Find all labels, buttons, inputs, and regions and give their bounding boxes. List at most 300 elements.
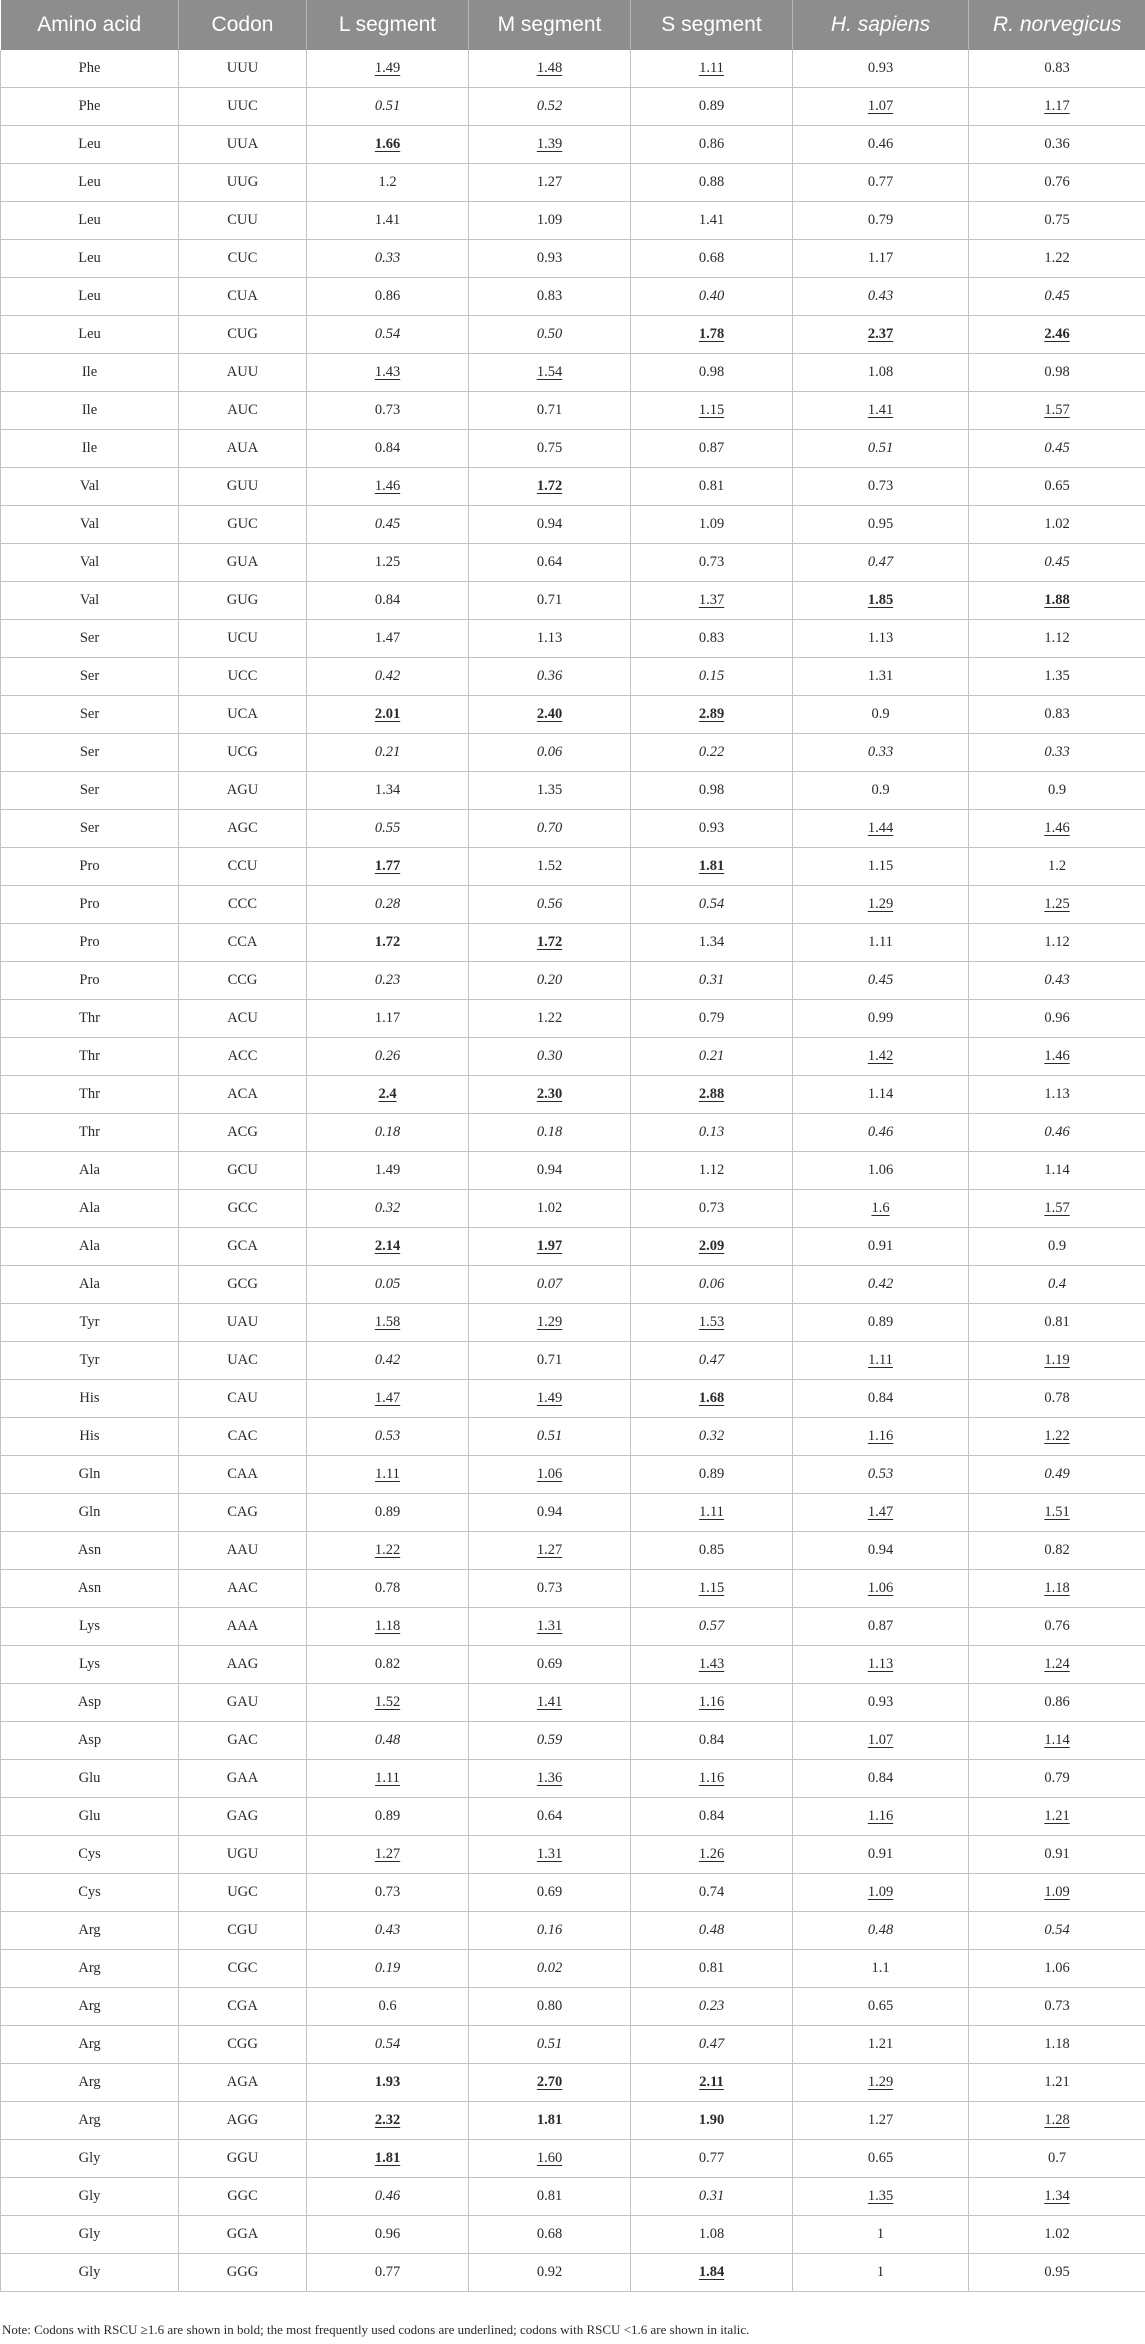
cell-codon: ACA xyxy=(179,1076,307,1114)
cell-r-norvegicus xyxy=(969,1988,1145,2026)
rscu-value: 2.88 xyxy=(698,1086,725,1102)
rscu-value: 1.21 xyxy=(1044,2074,1070,2090)
rscu-value: 1.19 xyxy=(1044,1352,1070,1368)
table-row xyxy=(1,468,1145,506)
cell-r-norvegicus xyxy=(969,392,1145,430)
rscu-value: 1.37 xyxy=(698,592,725,608)
table-row xyxy=(1,1076,1145,1114)
rscu-value: 1.36 xyxy=(536,1770,563,1786)
cell-m-segment xyxy=(469,468,631,506)
rscu-value: 0.48 xyxy=(698,1922,725,1938)
rscu-value: 1.42 xyxy=(867,1048,894,1064)
rscu-value: 1.16 xyxy=(698,1694,725,1710)
cell-l-segment xyxy=(307,1038,469,1076)
table-row xyxy=(1,316,1145,354)
table-row xyxy=(1,2064,1145,2102)
rscu-value: 1.16 xyxy=(867,1808,894,1824)
rscu-value: 0.84 xyxy=(867,1770,894,1786)
rscu-value: 0.43 xyxy=(1044,972,1070,988)
cell-amino-acid: Val xyxy=(1,506,179,544)
rscu-value: 0.71 xyxy=(536,402,563,418)
rscu-value: 1.81 xyxy=(374,2150,401,2166)
rscu-value: 0.81 xyxy=(698,1960,725,1976)
rscu-value: 0.85 xyxy=(698,1542,725,1558)
rscu-value: 0.64 xyxy=(536,1808,563,1824)
rscu-value: 0.21 xyxy=(698,1048,725,1064)
cell-m-segment xyxy=(469,430,631,468)
cell-amino-acid: Val xyxy=(1,582,179,620)
cell-h-sapiens xyxy=(793,1456,969,1494)
cell-h-sapiens xyxy=(793,772,969,810)
cell-h-sapiens xyxy=(793,316,969,354)
cell-l-segment xyxy=(307,848,469,886)
table-row xyxy=(1,1608,1145,1646)
rscu-value: 1.46 xyxy=(1044,820,1070,836)
cell-codon: CUA xyxy=(179,278,307,316)
rscu-value: 0.87 xyxy=(867,1618,894,1634)
cell-h-sapiens xyxy=(793,1722,969,1760)
cell-l-segment xyxy=(307,1114,469,1152)
cell-h-sapiens xyxy=(793,2216,969,2254)
cell-m-segment xyxy=(469,886,631,924)
cell-amino-acid: Arg xyxy=(1,1912,179,1950)
cell-r-norvegicus xyxy=(969,430,1145,468)
cell-l-segment xyxy=(307,50,469,88)
cell-amino-acid: Arg xyxy=(1,1950,179,1988)
table-row xyxy=(1,2254,1145,2292)
cell-codon: GCA xyxy=(179,1228,307,1266)
cell-codon: GAU xyxy=(179,1684,307,1722)
rscu-value: 0.18 xyxy=(536,1124,563,1140)
cell-m-segment xyxy=(469,50,631,88)
cell-s-segment xyxy=(631,848,793,886)
cell-amino-acid: Leu xyxy=(1,240,179,278)
cell-l-segment xyxy=(307,886,469,924)
cell-s-segment xyxy=(631,202,793,240)
cell-amino-acid: Ser xyxy=(1,772,179,810)
cell-amino-acid: His xyxy=(1,1418,179,1456)
rscu-value: 1 xyxy=(876,2226,885,2242)
table-row xyxy=(1,88,1145,126)
cell-m-segment xyxy=(469,696,631,734)
rscu-value: 0.86 xyxy=(1044,1694,1070,1710)
table-row xyxy=(1,1038,1145,1076)
cell-l-segment xyxy=(307,1684,469,1722)
rscu-value: 0.91 xyxy=(1044,1846,1070,1862)
rscu-value: 0.45 xyxy=(1044,440,1070,456)
cell-s-segment xyxy=(631,1684,793,1722)
cell-codon: CAU xyxy=(179,1380,307,1418)
rscu-value: 0.51 xyxy=(867,440,894,456)
cell-s-segment xyxy=(631,1304,793,1342)
cell-codon: CCU xyxy=(179,848,307,886)
rscu-value: 0.65 xyxy=(867,2150,894,2166)
cell-codon: CGA xyxy=(179,1988,307,2026)
cell-l-segment xyxy=(307,2064,469,2102)
cell-codon: CGC xyxy=(179,1950,307,1988)
cell-h-sapiens xyxy=(793,392,969,430)
cell-l-segment xyxy=(307,2140,469,2178)
rscu-value: 0.46 xyxy=(867,136,894,152)
cell-s-segment xyxy=(631,354,793,392)
rscu-value: 0.89 xyxy=(374,1808,401,1824)
rscu-value: 0.45 xyxy=(867,972,894,988)
cell-m-segment xyxy=(469,392,631,430)
header-m-segment: M segment xyxy=(469,0,631,50)
cell-amino-acid: Gln xyxy=(1,1456,179,1494)
cell-m-segment xyxy=(469,582,631,620)
cell-m-segment xyxy=(469,316,631,354)
rscu-value: 1.06 xyxy=(867,1580,894,1596)
rscu-value: 1.11 xyxy=(868,1352,893,1368)
cell-s-segment xyxy=(631,1798,793,1836)
table-row xyxy=(1,2140,1145,2178)
rscu-value: 1.47 xyxy=(867,1504,894,1520)
cell-m-segment xyxy=(469,1912,631,1950)
rscu-value: 1.12 xyxy=(1044,934,1070,950)
cell-amino-acid: Asn xyxy=(1,1532,179,1570)
cell-s-segment xyxy=(631,1038,793,1076)
table-row xyxy=(1,392,1145,430)
cell-amino-acid: Pro xyxy=(1,886,179,924)
cell-r-norvegicus xyxy=(969,1456,1145,1494)
rscu-value: 2.11 xyxy=(699,2074,724,2090)
cell-l-segment xyxy=(307,2102,469,2140)
cell-r-norvegicus xyxy=(969,1684,1145,1722)
cell-amino-acid: Glu xyxy=(1,1760,179,1798)
cell-s-segment xyxy=(631,2178,793,2216)
rscu-value: 0.83 xyxy=(698,630,725,646)
rscu-value: 0.22 xyxy=(698,744,725,760)
cell-codon: GCC xyxy=(179,1190,307,1228)
cell-m-segment xyxy=(469,1114,631,1152)
cell-amino-acid: Asn xyxy=(1,1570,179,1608)
rscu-value: 1.17 xyxy=(374,1010,401,1026)
cell-s-segment xyxy=(631,1988,793,2026)
rscu-value: 0.73 xyxy=(698,1200,725,1216)
rscu-value: 1.85 xyxy=(867,592,894,608)
rscu-value: 1.16 xyxy=(698,1770,725,1786)
cell-m-segment xyxy=(469,1000,631,1038)
cell-h-sapiens xyxy=(793,2178,969,2216)
cell-l-segment xyxy=(307,1760,469,1798)
cell-s-segment xyxy=(631,1532,793,1570)
rscu-value: 0.82 xyxy=(1044,1542,1070,1558)
cell-amino-acid: Tyr xyxy=(1,1342,179,1380)
rscu-value: 0.78 xyxy=(1044,1390,1070,1406)
cell-r-norvegicus xyxy=(969,1494,1145,1532)
cell-m-segment xyxy=(469,240,631,278)
cell-amino-acid: Arg xyxy=(1,1988,179,2026)
rscu-value: 0.89 xyxy=(374,1504,401,1520)
cell-m-segment xyxy=(469,924,631,962)
cell-r-norvegicus xyxy=(969,924,1145,962)
cell-s-segment xyxy=(631,734,793,772)
rscu-value: 1.51 xyxy=(1044,1504,1070,1520)
cell-r-norvegicus xyxy=(969,2254,1145,2292)
table-row xyxy=(1,1494,1145,1532)
cell-l-segment xyxy=(307,620,469,658)
cell-r-norvegicus xyxy=(969,696,1145,734)
cell-s-segment xyxy=(631,1760,793,1798)
rscu-value: 2.89 xyxy=(698,706,725,722)
rscu-value: 0.93 xyxy=(698,820,725,836)
rscu-value: 0.81 xyxy=(698,478,725,494)
cell-amino-acid: His xyxy=(1,1380,179,1418)
rscu-value: 0.48 xyxy=(867,1922,894,1938)
cell-s-segment xyxy=(631,392,793,430)
cell-r-norvegicus xyxy=(969,886,1145,924)
rscu-value: 0.70 xyxy=(536,820,563,836)
cell-s-segment xyxy=(631,696,793,734)
cell-codon: CCC xyxy=(179,886,307,924)
table-row xyxy=(1,126,1145,164)
cell-m-segment xyxy=(469,2102,631,2140)
cell-codon: CAC xyxy=(179,1418,307,1456)
cell-codon: UUU xyxy=(179,50,307,88)
cell-s-segment xyxy=(631,2026,793,2064)
rscu-value: 0.45 xyxy=(374,516,401,532)
table-row xyxy=(1,1570,1145,1608)
cell-l-segment xyxy=(307,1722,469,1760)
rscu-value: 0.18 xyxy=(374,1124,401,1140)
cell-codon: UCG xyxy=(179,734,307,772)
cell-h-sapiens xyxy=(793,544,969,582)
rscu-value: 0.9 xyxy=(1047,1238,1067,1254)
cell-m-segment xyxy=(469,1342,631,1380)
cell-codon: CUG xyxy=(179,316,307,354)
cell-r-norvegicus xyxy=(969,2102,1145,2140)
cell-l-segment xyxy=(307,126,469,164)
cell-m-segment xyxy=(469,772,631,810)
rscu-value: 0.69 xyxy=(536,1656,563,1672)
cell-amino-acid: Ser xyxy=(1,658,179,696)
cell-h-sapiens xyxy=(793,430,969,468)
cell-s-segment xyxy=(631,1608,793,1646)
rscu-value: 1.72 xyxy=(374,934,401,950)
cell-r-norvegicus xyxy=(969,1342,1145,1380)
rscu-value: 2.32 xyxy=(374,2112,401,2128)
rscu-value: 0.32 xyxy=(374,1200,401,1216)
cell-h-sapiens xyxy=(793,126,969,164)
rscu-value: 0.47 xyxy=(698,1352,725,1368)
cell-codon: GUA xyxy=(179,544,307,582)
cell-h-sapiens xyxy=(793,1076,969,1114)
rscu-value: 1.41 xyxy=(698,212,725,228)
rscu-value: 0.73 xyxy=(698,554,725,570)
rscu-value: 0.79 xyxy=(867,212,894,228)
cell-r-norvegicus xyxy=(969,1570,1145,1608)
cell-h-sapiens xyxy=(793,1380,969,1418)
cell-h-sapiens xyxy=(793,924,969,962)
cell-codon: UGU xyxy=(179,1836,307,1874)
cell-codon: ACC xyxy=(179,1038,307,1076)
cell-amino-acid: Thr xyxy=(1,1076,179,1114)
rscu-value: 1.31 xyxy=(536,1846,563,1862)
rscu-value: 1.43 xyxy=(374,364,401,380)
cell-l-segment xyxy=(307,1190,469,1228)
rscu-value: 0.59 xyxy=(536,1732,563,1748)
table-row xyxy=(1,1912,1145,1950)
cell-r-norvegicus xyxy=(969,354,1145,392)
rscu-value: 1.84 xyxy=(698,2264,725,2280)
rscu-value: 1.09 xyxy=(867,1884,894,1900)
cell-m-segment xyxy=(469,278,631,316)
cell-codon: AUU xyxy=(179,354,307,392)
rscu-value: 0.15 xyxy=(698,668,725,684)
cell-amino-acid: Thr xyxy=(1,1038,179,1076)
rscu-value: 0.51 xyxy=(374,98,401,114)
rscu-value: 1.17 xyxy=(1044,98,1070,114)
cell-h-sapiens xyxy=(793,1798,969,1836)
table-row xyxy=(1,2216,1145,2254)
rscu-value: 0.96 xyxy=(1044,1010,1070,1026)
cell-l-segment xyxy=(307,962,469,1000)
rscu-value: 0.46 xyxy=(867,1124,894,1140)
cell-h-sapiens xyxy=(793,240,969,278)
cell-amino-acid: Gly xyxy=(1,2254,179,2292)
cell-s-segment xyxy=(631,772,793,810)
cell-amino-acid: Ser xyxy=(1,620,179,658)
rscu-value: 0.76 xyxy=(1044,1618,1070,1634)
rscu-value: 1.22 xyxy=(374,1542,401,1558)
cell-l-segment xyxy=(307,658,469,696)
cell-m-segment xyxy=(469,1608,631,1646)
rscu-value: 1.52 xyxy=(536,858,563,874)
rscu-value: 1.88 xyxy=(1044,592,1070,608)
cell-h-sapiens xyxy=(793,1190,969,1228)
cell-codon: GUC xyxy=(179,506,307,544)
cell-h-sapiens xyxy=(793,886,969,924)
cell-amino-acid: Lys xyxy=(1,1608,179,1646)
cell-l-segment xyxy=(307,1494,469,1532)
rscu-value: 0.06 xyxy=(536,744,563,760)
rscu-value: 0.45 xyxy=(1044,554,1070,570)
cell-l-segment xyxy=(307,1912,469,1950)
cell-s-segment xyxy=(631,1494,793,1532)
rscu-value: 1.07 xyxy=(867,1732,894,1748)
table-row xyxy=(1,1000,1145,1038)
rscu-value: 0.91 xyxy=(867,1238,894,1254)
cell-l-segment xyxy=(307,924,469,962)
cell-r-norvegicus xyxy=(969,468,1145,506)
rscu-value: 0.55 xyxy=(374,820,401,836)
cell-s-segment xyxy=(631,1646,793,1684)
rscu-value: 0.45 xyxy=(1044,288,1070,304)
rscu-value: 0.93 xyxy=(536,250,563,266)
cell-m-segment xyxy=(469,506,631,544)
cell-l-segment xyxy=(307,1380,469,1418)
cell-m-segment xyxy=(469,1228,631,1266)
cell-l-segment xyxy=(307,1152,469,1190)
rscu-value: 0.69 xyxy=(536,1884,563,1900)
cell-h-sapiens xyxy=(793,88,969,126)
cell-h-sapiens xyxy=(793,1304,969,1342)
rscu-value: 1.31 xyxy=(536,1618,563,1634)
cell-m-segment xyxy=(469,2216,631,2254)
cell-h-sapiens xyxy=(793,962,969,1000)
cell-h-sapiens xyxy=(793,2254,969,2292)
cell-codon: GCG xyxy=(179,1266,307,1304)
cell-l-segment xyxy=(307,2254,469,2292)
cell-r-norvegicus xyxy=(969,1760,1145,1798)
cell-r-norvegicus xyxy=(969,1836,1145,1874)
rscu-value: 2.30 xyxy=(536,1086,563,1102)
cell-l-segment xyxy=(307,2178,469,2216)
cell-h-sapiens xyxy=(793,1038,969,1076)
cell-codon: GAA xyxy=(179,1760,307,1798)
rscu-value: 0.65 xyxy=(867,1998,894,2014)
cell-r-norvegicus xyxy=(969,1418,1145,1456)
rscu-value: 0.94 xyxy=(536,516,563,532)
rscu-value: 0.89 xyxy=(698,1466,725,1482)
rscu-value: 1.02 xyxy=(1044,516,1070,532)
rscu-value: 1.81 xyxy=(536,2112,563,2128)
rscu-value: 1.97 xyxy=(536,1238,563,1254)
cell-amino-acid: Ala xyxy=(1,1266,179,1304)
rscu-value: 1.11 xyxy=(868,934,893,950)
cell-m-segment xyxy=(469,1494,631,1532)
cell-codon: AGC xyxy=(179,810,307,848)
rscu-value: 1.41 xyxy=(536,1694,563,1710)
cell-m-segment xyxy=(469,2064,631,2102)
cell-m-segment xyxy=(469,126,631,164)
rscu-value: 0.05 xyxy=(374,1276,401,1292)
rscu-value: 1.54 xyxy=(536,364,563,380)
cell-h-sapiens xyxy=(793,1760,969,1798)
rscu-value: 1.53 xyxy=(698,1314,725,1330)
rscu-value: 1.13 xyxy=(1044,1086,1070,1102)
cell-amino-acid: Glu xyxy=(1,1798,179,1836)
rscu-value: 0.75 xyxy=(536,440,563,456)
cell-l-segment xyxy=(307,1950,469,1988)
cell-l-segment xyxy=(307,1304,469,1342)
cell-m-segment xyxy=(469,2254,631,2292)
cell-l-segment xyxy=(307,772,469,810)
rscu-value: 1.44 xyxy=(867,820,894,836)
rscu-value: 0.31 xyxy=(698,2188,725,2204)
cell-codon: UCA xyxy=(179,696,307,734)
rscu-value: 0.91 xyxy=(867,1846,894,1862)
rscu-value: 1.22 xyxy=(1044,1428,1070,1444)
cell-r-norvegicus xyxy=(969,240,1145,278)
rscu-value: 1.22 xyxy=(536,1010,563,1026)
cell-codon: CGU xyxy=(179,1912,307,1950)
cell-m-segment xyxy=(469,544,631,582)
cell-s-segment xyxy=(631,2140,793,2178)
cell-r-norvegicus xyxy=(969,1380,1145,1418)
cell-codon: AAC xyxy=(179,1570,307,1608)
cell-m-segment xyxy=(469,88,631,126)
cell-amino-acid: Arg xyxy=(1,2064,179,2102)
cell-r-norvegicus xyxy=(969,544,1145,582)
cell-h-sapiens xyxy=(793,620,969,658)
cell-amino-acid: Val xyxy=(1,468,179,506)
cell-codon: UUC xyxy=(179,88,307,126)
cell-r-norvegicus xyxy=(969,278,1145,316)
cell-amino-acid: Ser xyxy=(1,696,179,734)
rscu-value: 1.14 xyxy=(867,1086,894,1102)
rscu-value: 1.29 xyxy=(867,896,894,912)
rscu-value: 1.02 xyxy=(1044,2226,1070,2242)
rscu-value: 1.60 xyxy=(536,2150,563,2166)
rscu-value: 1.28 xyxy=(1044,2112,1070,2128)
cell-m-segment xyxy=(469,1684,631,1722)
rscu-value: 0.23 xyxy=(698,1998,725,2014)
cell-r-norvegicus xyxy=(969,506,1145,544)
cell-h-sapiens xyxy=(793,1646,969,1684)
cell-r-norvegicus xyxy=(969,658,1145,696)
